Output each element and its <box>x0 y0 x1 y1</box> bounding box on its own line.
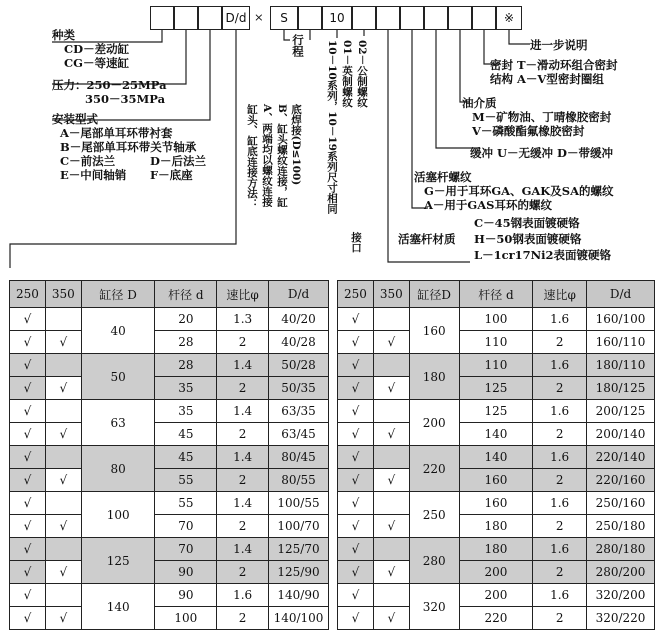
table-row <box>338 561 655 584</box>
cell-ratio: 1.4 <box>217 446 269 469</box>
cell-250: √ <box>338 607 374 630</box>
table-row <box>10 446 329 469</box>
cell-bore: 63 <box>81 400 155 446</box>
table-row <box>338 423 655 446</box>
cell-dd: 320/220 <box>587 607 655 630</box>
table-row <box>10 538 329 561</box>
head-conn-b2: 底焊接(D≤100) <box>290 104 302 186</box>
cell-350 <box>45 446 81 469</box>
cell-250: √ <box>10 423 46 446</box>
cell-rod: 90 <box>155 584 217 607</box>
cell-dd: 100/55 <box>269 492 329 515</box>
cell-dd: 125/70 <box>269 538 329 561</box>
cell-rod: 70 <box>155 538 217 561</box>
cell-dd: 50/35 <box>269 377 329 400</box>
cell-rod: 90 <box>155 561 217 584</box>
cell-250: √ <box>338 538 374 561</box>
cell-ratio: 1.6 <box>533 308 587 331</box>
cell-rod: 70 <box>155 515 217 538</box>
cell-250: √ <box>10 515 46 538</box>
cell-rod: 28 <box>155 354 217 377</box>
port-02: 02－公制螺纹 <box>356 40 368 108</box>
rod-thread-g: G－用于耳环GA、GAK及SA的螺纹 <box>424 184 614 198</box>
cell-250: √ <box>338 492 374 515</box>
spec-table-left <box>9 280 329 630</box>
cell-ratio: 2 <box>217 423 269 446</box>
code-box-further: ※ <box>496 6 522 30</box>
seal-a: 结构 A－V型密封圈组 <box>490 72 604 86</box>
cell-350: √ <box>373 561 409 584</box>
cell-ratio: 1.6 <box>217 584 269 607</box>
cell-rod: 100 <box>459 308 533 331</box>
cell-rod: 160 <box>459 469 533 492</box>
cell-dd: 63/35 <box>269 400 329 423</box>
cell-350 <box>373 308 409 331</box>
kind-cg: CG－等速缸 <box>64 56 129 70</box>
mount-title: 安装型式 <box>52 112 98 126</box>
cell-ratio: 2 <box>217 331 269 354</box>
cell-250: √ <box>338 561 374 584</box>
cell-250: √ <box>338 377 374 400</box>
cell-250: √ <box>10 400 46 423</box>
cell-ratio: 1.4 <box>217 492 269 515</box>
kind-cd: CD－差动缸 <box>64 42 130 56</box>
cell-250: √ <box>10 561 46 584</box>
table-row <box>338 584 655 607</box>
cell-250: √ <box>338 331 374 354</box>
table-row <box>338 308 655 331</box>
table-header-row <box>10 281 329 308</box>
cell-bore: 100 <box>81 492 155 538</box>
rod-mat-l: L－1cr17Ni2表面镀硬铬 <box>474 248 612 262</box>
table-row <box>10 377 329 400</box>
cell-ratio: 1.6 <box>533 584 587 607</box>
cell-ratio: 1.4 <box>217 400 269 423</box>
cell-bore: 80 <box>81 446 155 492</box>
cell-rod: 35 <box>155 377 217 400</box>
cell-ratio: 2 <box>217 515 269 538</box>
cell-ratio: 2 <box>533 561 587 584</box>
cell-rod: 160 <box>459 492 533 515</box>
cell-rod: 140 <box>459 423 533 446</box>
cell-ratio: 1.6 <box>533 400 587 423</box>
pressure-350: 350－35MPa <box>85 92 166 106</box>
table-row <box>338 377 655 400</box>
cell-rod: 55 <box>155 492 217 515</box>
mount-a: A－尾部单耳环带衬套 <box>60 126 173 140</box>
header-dd: D/d <box>587 281 655 308</box>
cell-rod: 110 <box>459 331 533 354</box>
cell-250: √ <box>338 446 374 469</box>
cell-250: √ <box>10 469 46 492</box>
cell-250: √ <box>338 584 374 607</box>
cell-350: √ <box>45 331 81 354</box>
cell-ratio: 2 <box>217 469 269 492</box>
cell-rod: 125 <box>459 400 533 423</box>
cell-250: √ <box>10 538 46 561</box>
cell-350 <box>45 492 81 515</box>
cell-350: √ <box>373 423 409 446</box>
cell-bore: 320 <box>409 584 459 630</box>
cell-250: √ <box>10 446 46 469</box>
cell-ratio: 2 <box>533 469 587 492</box>
cell-250: √ <box>338 400 374 423</box>
table-row <box>338 354 655 377</box>
cell-250: √ <box>10 377 46 400</box>
table-row <box>338 607 655 630</box>
cell-250: √ <box>338 469 374 492</box>
header-rod: 杆径 d <box>459 281 533 308</box>
header-dd: D/d <box>269 281 329 308</box>
cell-ratio: 2 <box>217 607 269 630</box>
mount-c: C－前法兰 <box>60 154 116 168</box>
table-row <box>10 515 329 538</box>
cell-350: √ <box>45 423 81 446</box>
table-row <box>338 400 655 423</box>
cell-rod: 55 <box>155 469 217 492</box>
cell-rod: 180 <box>459 538 533 561</box>
table-row <box>10 607 329 630</box>
table-row <box>10 354 329 377</box>
cell-rod: 35 <box>155 400 217 423</box>
table-row <box>10 400 329 423</box>
cell-dd: 140/90 <box>269 584 329 607</box>
cell-350 <box>45 308 81 331</box>
cell-rod: 140 <box>459 446 533 469</box>
cell-350 <box>45 538 81 561</box>
pressure-title: 压力：250－25MPa <box>52 78 167 92</box>
header-ratio: 速比φ <box>217 281 269 308</box>
cell-dd: 80/55 <box>269 469 329 492</box>
cell-250: √ <box>338 515 374 538</box>
table-row <box>338 515 655 538</box>
cell-rod: 125 <box>459 377 533 400</box>
cell-350: √ <box>45 607 81 630</box>
cell-ratio: 2 <box>217 377 269 400</box>
cell-ratio: 2 <box>217 561 269 584</box>
table-row <box>10 308 329 331</box>
cell-dd: 140/100 <box>269 607 329 630</box>
rod-mat-h: H－50钢表面镀硬铬 <box>474 232 582 246</box>
table-row <box>10 331 329 354</box>
oil-title: 油介质 <box>462 96 497 110</box>
kind-title: 种类 <box>52 28 75 42</box>
cell-bore: 250 <box>409 492 459 538</box>
header-250: 250 <box>10 281 46 308</box>
table-row <box>338 446 655 469</box>
cell-350: √ <box>373 331 409 354</box>
cell-bore: 125 <box>81 538 155 584</box>
head-conn-a: A、两端均以螺纹连接 <box>261 104 273 207</box>
table-header-row <box>338 281 655 308</box>
header-bore: 缸径 D <box>81 281 155 308</box>
cell-dd: 125/90 <box>269 561 329 584</box>
cell-350: √ <box>373 607 409 630</box>
cell-250: √ <box>10 584 46 607</box>
cell-ratio: 1.6 <box>533 446 587 469</box>
cell-dd: 50/28 <box>269 354 329 377</box>
cell-350 <box>373 538 409 561</box>
cell-dd: 40/20 <box>269 308 329 331</box>
header-rod: 杆径 d <box>155 281 217 308</box>
cell-bore: 200 <box>409 400 459 446</box>
cell-dd: 100/70 <box>269 515 329 538</box>
cell-350 <box>373 446 409 469</box>
cell-350 <box>373 492 409 515</box>
rod-mat-title: 活塞杆材质 <box>398 232 456 246</box>
cell-350 <box>45 400 81 423</box>
cell-bore: 50 <box>81 354 155 400</box>
table-row <box>338 538 655 561</box>
cell-bore: 280 <box>409 538 459 584</box>
stroke-label: 行程 <box>291 34 305 57</box>
series-label: 10－10系列，10－19系列尺寸相同 <box>326 40 338 214</box>
cell-dd: 280/180 <box>587 538 655 561</box>
cell-bore: 160 <box>409 308 459 354</box>
cell-dd: 280/200 <box>587 561 655 584</box>
cell-ratio: 2 <box>533 607 587 630</box>
cell-ratio: 1.3 <box>217 308 269 331</box>
cushion-label: 缓冲 U－无缓冲 D－带缓冲 <box>470 146 614 160</box>
cell-350 <box>373 354 409 377</box>
header-350: 350 <box>373 281 409 308</box>
cell-350 <box>373 400 409 423</box>
header-bore: 缸径D <box>409 281 459 308</box>
cell-dd: 220/140 <box>587 446 655 469</box>
cell-250: √ <box>338 354 374 377</box>
cell-dd: 200/125 <box>587 400 655 423</box>
cell-dd: 180/110 <box>587 354 655 377</box>
cell-bore: 220 <box>409 446 459 492</box>
head-conn-title: 缸头、缸底连接方法： <box>246 104 258 209</box>
further-label: 进一步说明 <box>530 38 588 52</box>
cell-250: √ <box>338 423 374 446</box>
port-title: 接口 <box>350 232 362 253</box>
cell-rod: 200 <box>459 561 533 584</box>
header-350: 350 <box>45 281 81 308</box>
cell-bore: 40 <box>81 308 155 354</box>
cell-350: √ <box>373 515 409 538</box>
table-row <box>10 492 329 515</box>
code-times: × <box>254 10 264 24</box>
oil-m: M－矿物油、丁晴橡胶密封 <box>472 110 612 124</box>
cell-bore: 180 <box>409 354 459 400</box>
table-row <box>338 469 655 492</box>
rod-mat-c: C－45钢表面镀硬铬 <box>474 216 580 230</box>
seal-t: 密封 T－滑动环组合密封 <box>490 58 618 72</box>
cell-rod: 100 <box>155 607 217 630</box>
port-01: 01－英制螺纹 <box>341 40 353 108</box>
cell-rod: 110 <box>459 354 533 377</box>
code-box-ratio: D/d <box>222 6 250 30</box>
cell-ratio: 1.6 <box>533 492 587 515</box>
cell-ratio: 2 <box>533 377 587 400</box>
cell-dd: 220/160 <box>587 469 655 492</box>
cell-350: √ <box>45 515 81 538</box>
cell-dd: 180/125 <box>587 377 655 400</box>
cell-ratio: 1.6 <box>533 538 587 561</box>
rod-thread-title: 活塞杆螺纹 <box>414 170 472 184</box>
cell-350: √ <box>45 469 81 492</box>
cell-bore: 140 <box>81 584 155 630</box>
cell-rod: 28 <box>155 331 217 354</box>
cell-rod: 20 <box>155 308 217 331</box>
cell-rod: 220 <box>459 607 533 630</box>
cell-ratio: 2 <box>533 331 587 354</box>
cell-dd: 250/160 <box>587 492 655 515</box>
table-row <box>10 584 329 607</box>
head-conn-b: B、缸头螺纹连接，缸 <box>276 104 288 208</box>
cell-ratio: 2 <box>533 423 587 446</box>
mount-e: E－中间轴销 <box>60 168 127 182</box>
cell-rod: 45 <box>155 423 217 446</box>
cell-250: √ <box>10 354 46 377</box>
cell-dd: 320/200 <box>587 584 655 607</box>
header-250: 250 <box>338 281 374 308</box>
cell-dd: 250/180 <box>587 515 655 538</box>
cell-ratio: 1.4 <box>217 354 269 377</box>
table-row <box>338 492 655 515</box>
cell-250: √ <box>10 331 46 354</box>
cell-350: √ <box>373 469 409 492</box>
spec-table-right <box>337 280 655 630</box>
cell-250: √ <box>338 308 374 331</box>
cell-dd: 40/28 <box>269 331 329 354</box>
code-box-s: S <box>270 6 298 30</box>
cell-rod: 45 <box>155 446 217 469</box>
cell-dd: 160/100 <box>587 308 655 331</box>
cell-350: √ <box>373 377 409 400</box>
cell-250: √ <box>10 607 46 630</box>
mount-b: B－尾部单耳环带关节轴承 <box>60 140 197 154</box>
mount-f: F－底座 <box>150 168 193 182</box>
cell-350 <box>45 584 81 607</box>
cell-dd: 160/110 <box>587 331 655 354</box>
code-box-series: 10 <box>322 6 352 30</box>
table-row <box>338 331 655 354</box>
cell-350: √ <box>45 377 81 400</box>
table-row <box>10 469 329 492</box>
cell-250: √ <box>10 492 46 515</box>
cell-ratio: 1.4 <box>217 538 269 561</box>
cell-ratio: 2 <box>533 515 587 538</box>
cell-dd: 80/45 <box>269 446 329 469</box>
cell-350 <box>373 584 409 607</box>
cell-dd: 63/45 <box>269 423 329 446</box>
cell-rod: 180 <box>459 515 533 538</box>
cell-dd: 200/140 <box>587 423 655 446</box>
cell-350 <box>45 354 81 377</box>
cell-350: √ <box>45 561 81 584</box>
cell-rod: 200 <box>459 584 533 607</box>
mount-d: D－后法兰 <box>150 154 206 168</box>
cell-ratio: 1.6 <box>533 354 587 377</box>
header-ratio: 速比φ <box>533 281 587 308</box>
rod-thread-a: A－用于GAS耳环的螺纹 <box>424 198 552 212</box>
table-row <box>10 561 329 584</box>
oil-v: V－磷酸酯氟橡胶密封 <box>472 124 585 138</box>
cell-250: √ <box>10 308 46 331</box>
table-row <box>10 423 329 446</box>
